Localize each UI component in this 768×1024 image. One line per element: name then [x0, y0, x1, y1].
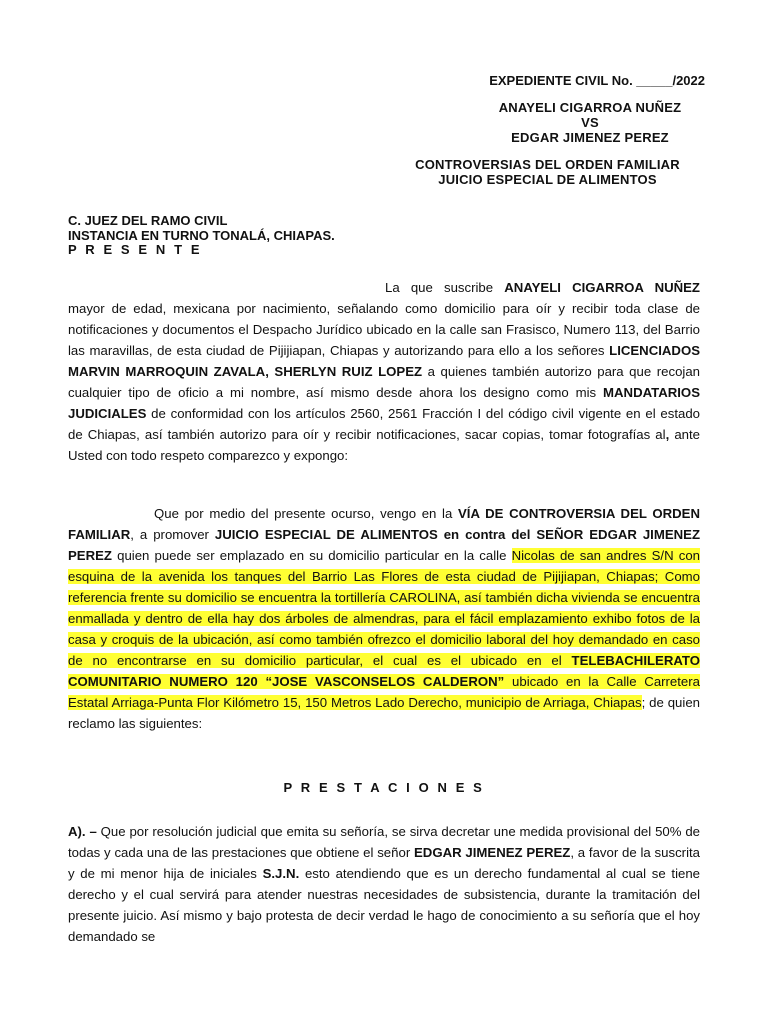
party-defendant: EDGAR JIMENEZ PEREZ	[511, 130, 669, 145]
section-title-prestaciones: P R E S T A C I O N E S	[283, 780, 485, 795]
expediente-number: EXPEDIENTE CIVIL No. _____/2022	[489, 73, 705, 88]
matter-trial: JUICIO ESPECIAL DE ALIMENTOS	[438, 172, 657, 187]
versus-label: VS	[581, 115, 599, 130]
highlighted-work-address: ubicado en la Calle Carretera Estatal Arriaga-Punta Flor Kilómetro 15, 150 Metros Lado Derecho, municipio de Arriaga, Chiapas	[68, 674, 700, 710]
party-plaintiff: ANAYELI CIGARROA NUÑEZ	[498, 100, 682, 115]
highlighted-address: Nicolas de san andres S/N con esquina de la avenida los tanques del Barrio Las Flores de esta ciudad de Pijijiapan, Chiapas; Como referencia frente su domicilio se encuentra la tortillería CAROLINA, así también dicha vivienda se encuentra enmallada y dentro de ella hay dos árboles de almendras, para el fácil emplazamiento exhibo fotos de la casa y croquis de la ubicación, así como también ofrezco el domicilio laboral del hoy demandado en caso de no encontrarse en su domicilio particular, el cual es el ubicado en el	[68, 548, 700, 668]
addressee-presente: P R E S E N T E	[68, 242, 203, 257]
addressee-judge: C. JUEZ DEL RAMO CIVIL	[68, 213, 228, 228]
highlighted-workplace: TELEBACHILERATO COMUNITARIO NUMERO 120 “JOSE VASCONSELOS CALDERON”	[68, 653, 700, 689]
paragraph-prestacion-a: A). – Que por resolución judicial que emita su señoría, se sirva decretar une medida provisional del 50% de todas y cada una de las prestaciones que obtiene el señor EDGAR JIMENEZ PEREZ, a favor de la suscrita y de mi menor hija de iniciales S.J.N. esto atendiendo que es un derecho fundamental al cual se tiene derecho y el cual servirá para atender nuestras necesidades de subsistencia, durante la tramitación del presente juicio. Así mismo y bajo protesta de decir verdad le hago de conocimiento a su señoría que el hoy demandado se	[68, 824, 701, 944]
matter-type: CONTROVERSIAS DEL ORDEN FAMILIAR	[415, 157, 680, 172]
addressee-instance: INSTANCIA EN TURNO TONALÁ, CHIAPAS.	[68, 228, 335, 243]
paragraph-introduction: La que suscribe ANAYELI CIGARROA NUÑEZ mayor de edad, mexicana por nacimiento, señalando como domicilio para oír y recibir toda clase de notificaciones y documentos el Despacho Jurídico ubicado en la calle san Frasisco, Numero 113, del Barrio las maravillas, de esta ciudad de Pijijiapan, Chiapas y autorizando para ello a los señores LICENCIADOS MARVIN MARROQUIN ZAVALA, SHERLYN RUIZ LOPEZ a quienes también autorizo para que recojan cualquier tipo de oficio a mi nombre, así mismo desde ahora los designo como mis MANDATARIOS JUDICIALES de conformidad con los artículos 2560, 2561 Fracción I del código civil vigente en el estado de Chiapas, así también autorizo para oír y recibir notificaciones, sacar copias, tomar fotografías al, ante Usted con todo respeto comparezco y expongo:	[68, 280, 700, 463]
paragraph-claim: Que por medio del presente ocurso, vengo en la VÍA DE CONTROVERSIA DEL ORDEN FAMILIAR, a promover JUICIO ESPECIAL DE ALIMENTOS en contra del SEÑOR EDGAR JIMENEZ PEREZ quien puede ser emplazado en su domicilio particular en la calle Nicolas de san andres S/N con esquina de la avenida los tanques del Barrio Las Flores de esta ciudad de Pijijiapan, Chiapas; Como referencia frente su domicilio se encuentra la tortillería CAROLINA, así también dicha vivienda se encuentra enmallada y dentro de ella hay dos árboles de almendras, para el fácil emplazamiento exhibo fotos de la casa y croquis de la ubicación, así como también ofrezco el domicilio laboral del hoy demandado en caso de no encontrarse en su domicilio particular, el cual es el ubicado en el TELEBACHILERATO COMUNITARIO NUMERO 120 “JOSE VASCONSELOS CALDERON” ubicado en la Calle Carretera Estatal Arriaga-Punta Flor Kilómetro 15, 150 Metros Lado Derecho, municipio de Arriaga, Chiapas; de quien reclamo las siguientes:	[68, 506, 700, 731]
